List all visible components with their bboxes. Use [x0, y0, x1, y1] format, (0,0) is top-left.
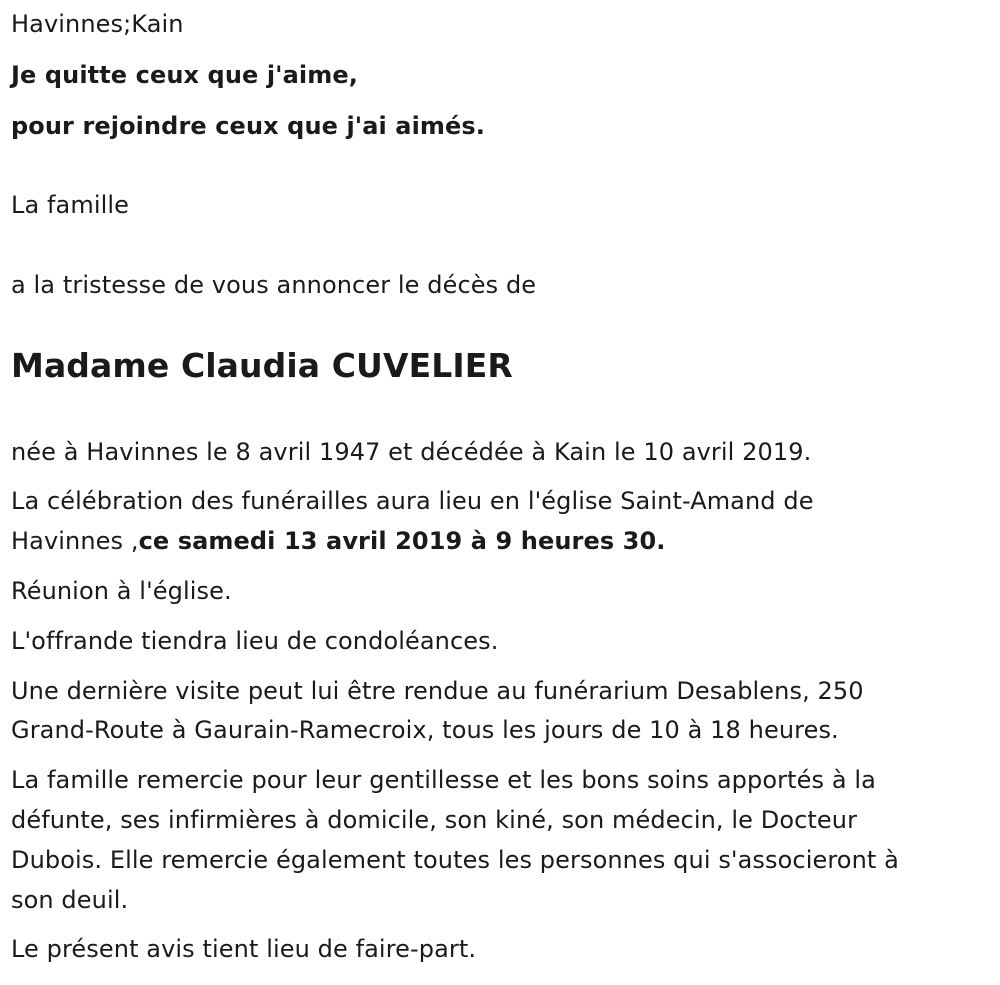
quote-line-1: Je quitte ceux que j'aime, — [11, 61, 358, 89]
offering-text: L'offrande tiendra lieu de condoléances. — [11, 627, 499, 655]
visit-line-1: Une dernière visite peut lui être rendue au funérarium Desablens, 250 — [11, 677, 864, 705]
deceased-name: Madame Claudia CUVELIER — [11, 346, 513, 385]
family-label: La famille — [11, 191, 130, 219]
meeting-text: Réunion à l'église. — [11, 577, 232, 605]
funeral-datetime: ce samedi 13 avril 2019 à 9 heures 30. — [138, 527, 666, 555]
announcement-text: a la tristesse de vous annoncer le décès de — [11, 271, 537, 299]
quote-line-2: pour rejoindre ceux que j'ai aimés. — [11, 112, 486, 140]
thanks-line-2: défunte, ses infirmières à domicile, son kiné, son médecin, le Docteur — [11, 806, 858, 834]
thanks-line-3: Dubois. Elle remercie également toutes les personnes qui s'associeront à — [11, 846, 899, 874]
location-text: Havinnes;Kain — [11, 10, 184, 38]
funeral-line-2 — [11, 521, 665, 561]
funeral-line-1: La célébration des funérailles aura lieu en l'église Saint-Amand de — [11, 487, 814, 515]
thanks-line-4: son deuil. — [11, 886, 129, 914]
birth-death-text: née à Havinnes le 8 avril 1947 et décédée à Kain le 10 avril 2019. — [11, 438, 812, 466]
closing-text: Le présent avis tient lieu de faire-part. — [11, 935, 477, 963]
funeral-place: Havinnes , — [11, 527, 139, 555]
visit-line-2: Grand-Route à Gaurain-Ramecroix, tous les jours de 10 à 18 heures. — [11, 716, 839, 744]
thanks-line-1: La famille remercie pour leur gentillesse et les bons soins apportés à la — [11, 766, 876, 794]
